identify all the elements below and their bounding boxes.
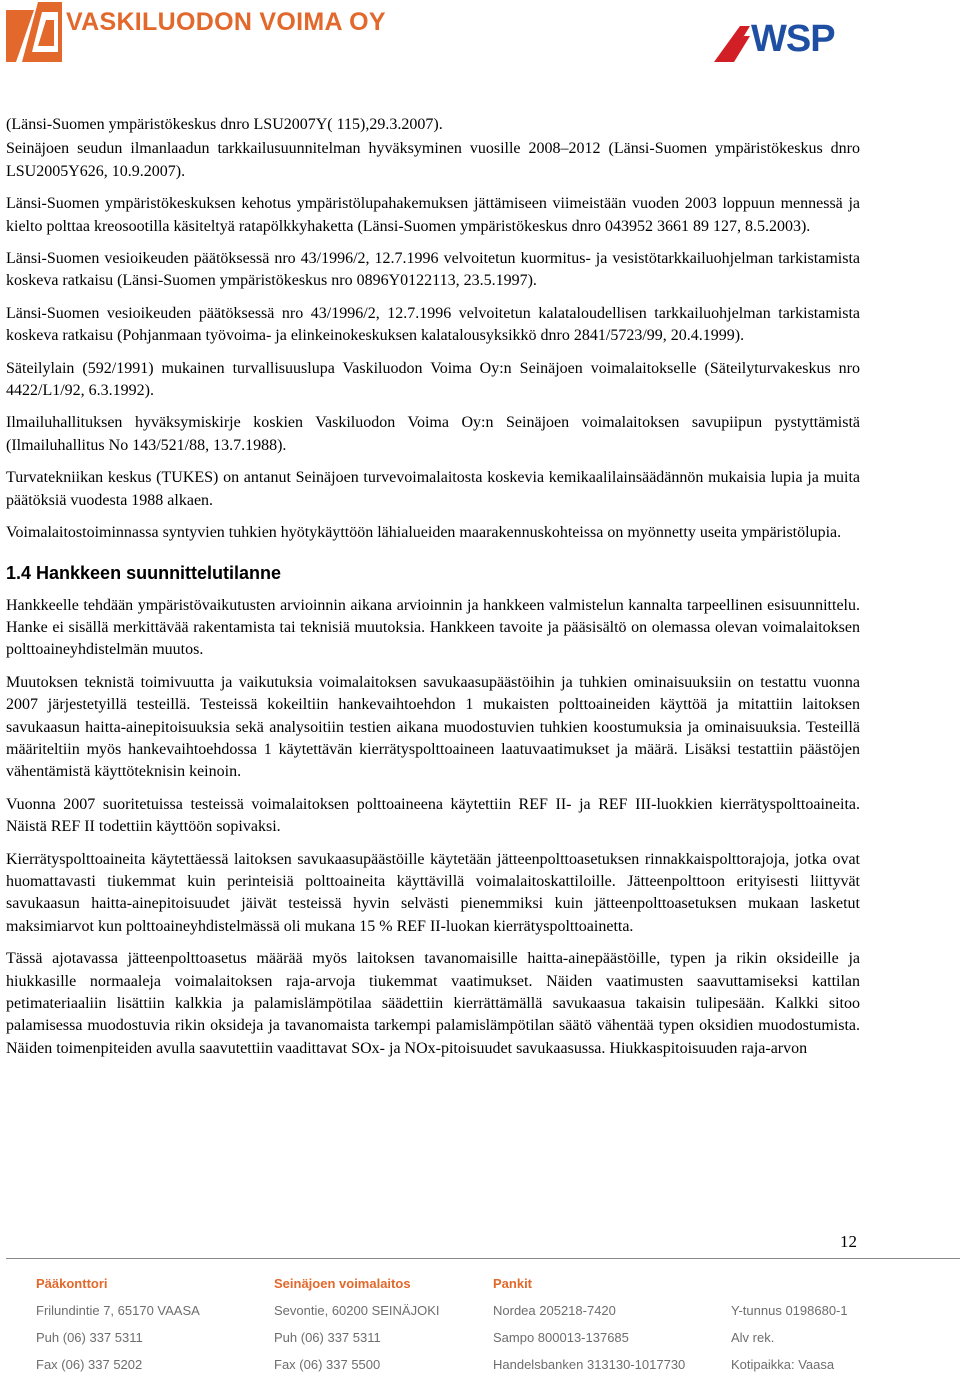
footer-heading: Pääkonttori [36, 1276, 108, 1291]
footer-line: Sevontie, 60200 SEINÄJOKI [274, 1303, 440, 1318]
page-header [0, 0, 960, 80]
footer-line: Handelsbanken 313130-1017730 [493, 1357, 686, 1372]
section-heading: 1.4 Hankkeen suunnittelutilanne [6, 562, 282, 583]
paragraph: Länsi-Suomen vesioikeuden päätöksessä nro 43/1996/2, 12.7.1996 velvoitetun kalataloudellisen tarkkailuohjelman tarkistamista koskeva ratkaisu (Pohjanmaan työvoima- ja elinkeinokeskuksen kalatalousyksikkö dnro 2841/5723/99, 20.4.1999). [6, 304, 860, 345]
paragraph: Tässä ajotavassa jätteenpolttoasetus määrää myös laitoksen tavanomaisille haitta-ainepäästöille, typen ja rikin oksideille ja hiukkasille normaaleja voimalaitoksen raja-arvoja tiukemmat vaatimukset. Näiden vaatimusten saavuttamiseksi kattilan petimateriaaliin lisättiin kalkkia ja palamislämpötilaa säädettiin kierrättämällä savukaasua takaisin tulipesään. Kalkki sitoo palamisessa muodostuvia rikin oksideja ja tavanomaista tarkempi palamislämpötilan säätö vähentää typen oksidien muodostumista. Näiden toimenpiteiden avulla saavutettiin vaadittavat SOx- ja NOx-pitoisuudet savukaasussa. Hiukkaspitoisuuden raja-arvon [6, 950, 860, 1057]
paragraph: Turvatekniikan keskus (TUKES) on antanut Seinäjoen turvevoimalaitosta koskevia kemikaalilainsäädännön mukaisia lupia ja muita päätöksiä vuodesta 1988 alkaen. [6, 469, 860, 509]
paragraph: (Länsi-Suomen ympäristökeskus dnro LSU2007Y( 115),29.3.2007). [6, 116, 443, 133]
footer-column-banks [493, 1270, 685, 1378]
paragraph: Muutoksen teknistä toimivuutta ja vaikutuksia voimalaitoksen savukaasupäästöihin ja tuhkien ominaisuuksiin on testattu vuonna 2007 järjestetyillä testeillä. Testeissä kokeiltiin hankevaihtoehdon 1 mukaisten polttoaineiden käyttöä ja mitattiin laitoksen savukaasun haitta-ainepitoisuuksia sekä analysoitiin testien aikana muodostuvien tuhkien koostumuksia ja ominaisuuksia. Testeillä määriteltiin myös hankevaihtoehdossa 1 käytettävän kierrätyspolttoaineen laatuvaatimukset ja määrä. Lisäksi testattiin päästöjen vähentämistä käyttöteknisin keinoin. [6, 673, 860, 781]
page-number: 12 [840, 1232, 857, 1251]
footer-line: Fax (06) 337 5202 [36, 1357, 143, 1372]
footer-column-head-office [36, 1270, 200, 1378]
company-logo-icon [4, 2, 62, 66]
document-body [6, 114, 860, 1060]
paragraph: Seinäjoen seudun ilmanlaadun tarkkailusuunnitelman hyväksyminen vuosille 2008–2012 (Länsi-Suomen ympäristökeskus dnro LSU2005Y626, 10.9.2007). [6, 140, 860, 180]
footer-line: Kotipaikka: Vaasa [731, 1357, 835, 1372]
footer-line: Sampo 800013-137685 [493, 1330, 629, 1345]
footer-line: Fax (06) 337 5500 [274, 1357, 381, 1372]
company-name: VASKILUODON VOIMA OY [66, 8, 386, 36]
footer-line: Puh (06) 337 5311 [36, 1330, 143, 1345]
footer-line: Y-tunnus 0198680-1 [731, 1303, 848, 1318]
footer-column-registration [731, 1270, 848, 1378]
paragraph: Voimalaitostoiminnassa syntyvien tuhkien hyötykäyttöön lähialueiden maarakennuskohteissa on myönnetty useita ympäristölupia. [6, 524, 842, 542]
footer-line: Nordea 205218-7420 [493, 1303, 616, 1318]
footer-heading: Pankit [493, 1276, 533, 1291]
footer-line: Puh (06) 337 5311 [274, 1330, 381, 1345]
paragraph: Vuonna 2007 suoritetuissa testeissä voimalaitoksen polttoaineena käytettiin REF II- ja REF III-luokkien kierrätyspolttoaineita. Näistä REF II todettiin käyttöön sopivaksi. [6, 795, 860, 836]
paragraph: Hankkeelle tehdään ympäristövaikutusten arvioinnin aikana arvioinnin ja hankkeen valmistelun kannalta tarpeellinen esisuunnittelu. Hanke ei sisällä merkittävää rakentamista tai teknisiä muutoksia. Hankkeen tavoite ja pääsisältö on olemassa olevan voimalaitoksen polttoaineyhdistelmän muutos. [6, 596, 860, 659]
paragraph: Ilmailuhallituksen hyväksymiskirje koskien Vaskiluodon Voima Oy:n Seinäjoen voimalaitoksen savupiipun pystyttämistä (Ilmailuhallitus No 143/521/88, 13.7.1988). [6, 414, 860, 454]
footer-heading: Seinäjoen voimalaitos [274, 1276, 411, 1291]
paragraph: Länsi-Suomen vesioikeuden päätöksessä nro 43/1996/2, 12.7.1996 velvoitetun kuormitus- ja vesistötarkkailuohjelman tarkistamista koskeva ratkaisu (Länsi-Suomen ympäristökeskus nro 0896Y0122113, 23.5.1997). [6, 250, 860, 290]
footer-heading [731, 1270, 848, 1297]
footer-column-plant [274, 1270, 439, 1378]
paragraph: Säteilylain (592/1991) mukainen turvallisuuslupa Vaskiluodon Voima Oy:n Seinäjoen voimalaitokselle (Säteilyturvakeskus nro 4422/L1/92, 6.3.1992). [6, 359, 860, 400]
footer-line: Frilundintie 7, 65170 VAASA [36, 1303, 200, 1318]
footer-divider [6, 1258, 960, 1259]
paragraph: Kierrätyspolttoaineita käytettäessä laitoksen savukaasupäästöille käytetään jätteenpolttoasetuksen rinnakkaispolttorajoja, jotka ovat huomattavasti tiukemmat kuin perinteisiä polttoaineita käyttävillä voimalaitoskattiloille. Jätteenpolttoon erityisesti liittyvät savukaasun haitta-ainepitoisuudet jäivät testeissä hyvin selvästi pienemmiksi kuin jätteenpolttoasetuksen mukaan lasketut maksimiarvot kun polttoaineyhdistelmässä oli mukana 15 % REF II-luokan kierrätyspolttoainetta. [6, 850, 860, 935]
partner-logo-text: WSP [751, 18, 835, 60]
paragraph: Länsi-Suomen ympäristökeskuksen kehotus ympäristölupahakemuksen jättämiseen viimeistään vuoden 2003 loppuun mennessä ja kielto polttaa kreosootilla käsiteltyä ratapölkkyhaketta (Länsi-Suomen ympäristökeskus dnro 043952 3661 89 127, 8.5.2003). [6, 195, 860, 235]
footer-line: Alv rek. [731, 1330, 775, 1345]
